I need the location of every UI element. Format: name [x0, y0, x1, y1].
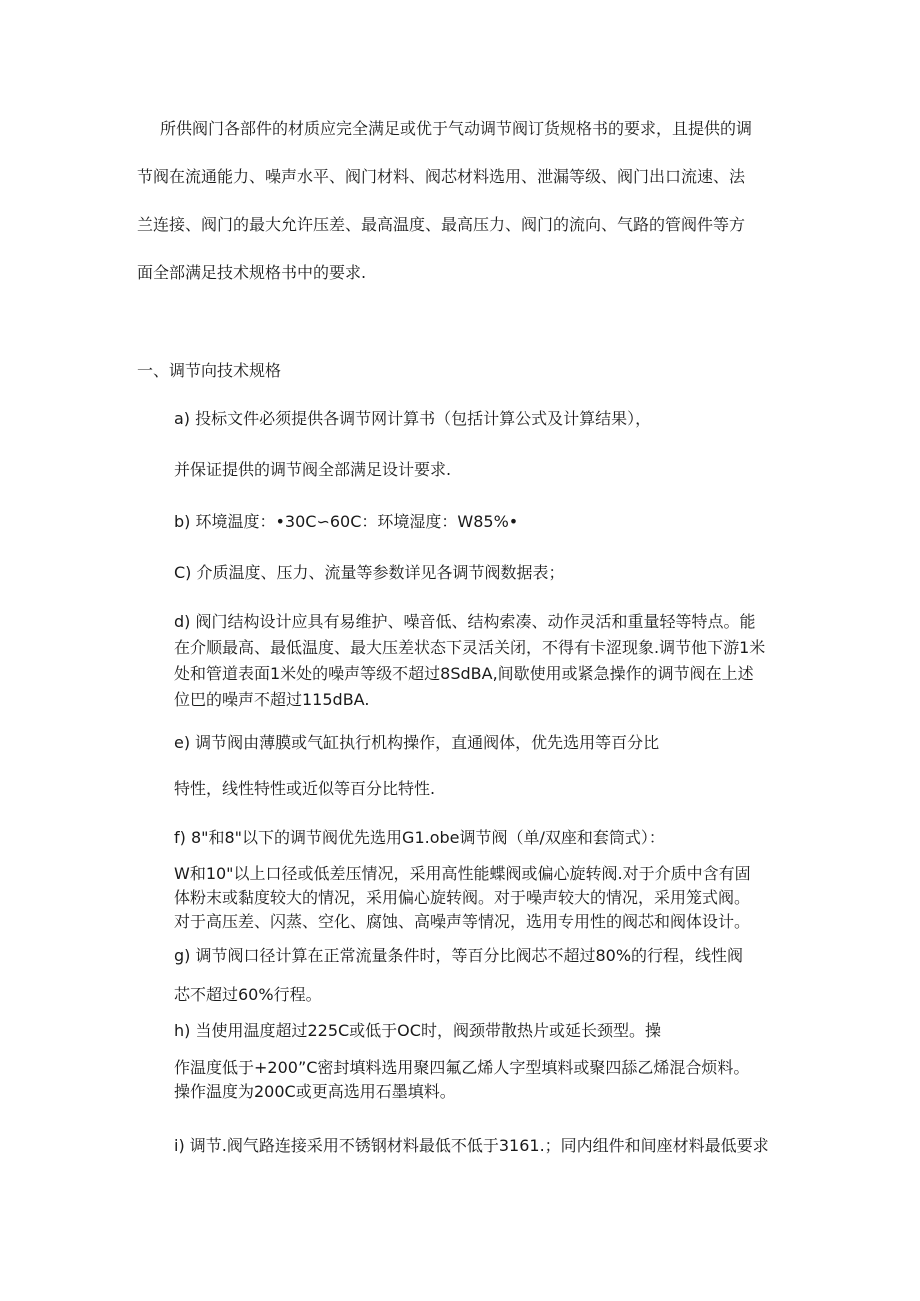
spec-item-f-continued: W和10"以上口径或低差压情况，采用高性能蝶阀或偏心旋转阀.对于介质中含有固 [174, 864, 751, 883]
spec-item-e-continued: 特性，线性特性或近似等百分比特性. [174, 779, 436, 798]
spec-item-h-continued: 操作温度为200C或更高选用石墨填料。 [174, 1082, 456, 1101]
spec-item-f-continued: 体粉末或黏度较大的情况，采用偏心旋转阀。对于噪声较大的情况，采用笼式阀。 [174, 888, 751, 907]
spec-item-b: b) 环境温度：•30C∽60C：环境湿度：W85%• [174, 512, 519, 531]
spec-item-c: C) 介质温度、压力、流量等参数详见各调节阀数据表； [174, 563, 565, 582]
spec-item-a-continued: 并保证提供的调节阀全部满足设计要求. [174, 460, 452, 479]
spec-item-h-continued: 作温度低于+200”C密封填料选用聚四氟乙烯人字型填料或聚四舔乙烯混合烦料。 [174, 1058, 750, 1077]
spec-item-g-continued: 芯不超过60%行程。 [174, 985, 322, 1004]
intro-paragraph-line: 面全部满足技术规格书中的要求. [137, 263, 367, 282]
spec-item-a: a) 投标文件必须提供各调节网计算书（包括计算公式及计算结果）， [174, 409, 652, 428]
spec-item-d-continued: 位巴的噪声不超过115dBA. [174, 690, 370, 709]
intro-paragraph-line: 节阀在流通能力、噪声水平、阀门材料、阀芯材料选用、泄漏等级、阀门出口流速、法 [137, 167, 746, 186]
spec-item-i: i) 调节.阀气路连接采用不锈钢材料最低不低于3161.；同内组件和间座材料最低要求 [174, 1136, 769, 1155]
spec-item-f: f) 8"和8"以下的调节阀优先选用G1.obe调节阀（单/双座和套筒式）： [174, 828, 665, 847]
spec-item-d-continued: 在介顺最高、最低温度、最大压差状态下灵活关闭，不得有卡涩现象.调节他下游1米 [174, 638, 766, 657]
section-heading: 一、调节向技术规格 [137, 361, 282, 380]
spec-item-h: h) 当使用温度超过225C或低于OC时，阀颈带散热片或延长颈型。操 [174, 1021, 661, 1040]
intro-paragraph-line: 兰连接、阀门的最大允许压差、最高温度、最高压力、阀门的流向、气路的管阀件等方 [137, 215, 746, 234]
spec-item-g: g) 调节阀口径计算在正常流量条件时，等百分比阀芯不超过80%的行程，线性阀 [174, 946, 744, 965]
spec-item-d-continued: 处和管道表面1米处的噪声等级不超过8SdBA,间歇使用或紧急操作的调节阀在上述 [174, 664, 754, 683]
intro-paragraph-line: 所供阀门各部件的材质应完全满足或优于气动调节阀订货规格书的要求，且提供的调 [160, 119, 753, 138]
spec-item-e: e) 调节阀由薄膜或气缸执行机构操作，直通阀体，优先选用等百分比 [174, 733, 660, 752]
spec-item-f-continued: 对于高压差、闪蒸、空化、腐蚀、高噪声等情况，选用专用性的阀芯和阀体设计。 [174, 912, 751, 931]
spec-item-d: d) 阀门结构设计应具有易维护、噪音低、结构索凑、动作灵活和重量轻等特点。能 [174, 612, 756, 631]
